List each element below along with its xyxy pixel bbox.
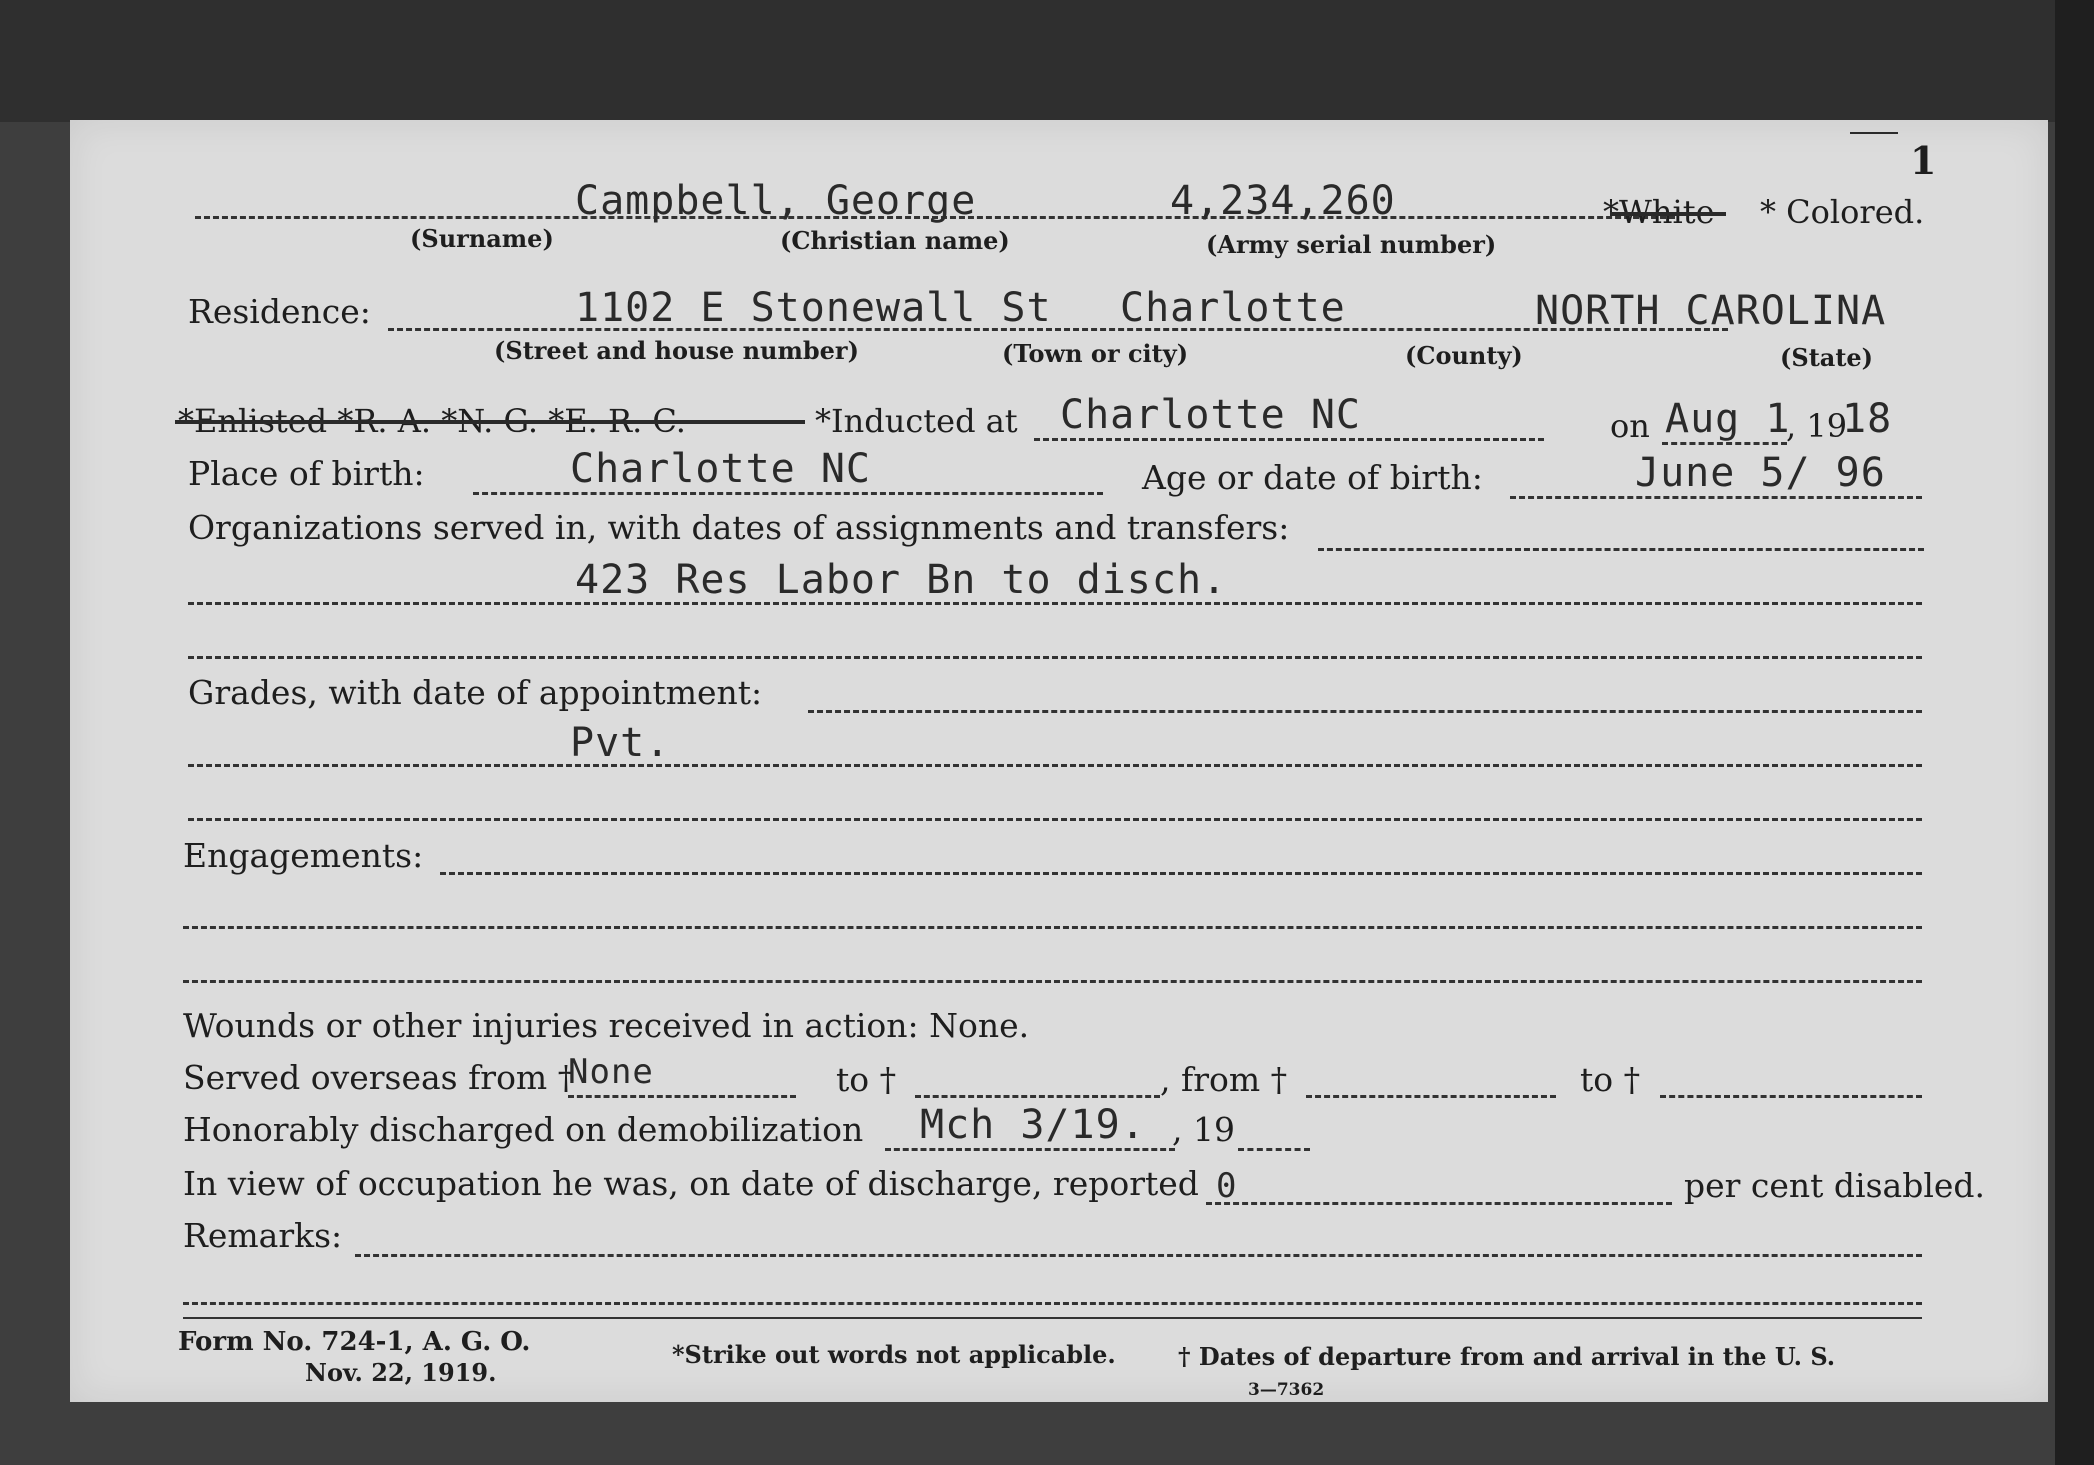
caption-county: (County) xyxy=(1405,341,1523,370)
residence-label: Residence: xyxy=(188,292,371,331)
overseas-to-line xyxy=(915,1095,1160,1098)
birth-date-value: June 5/ 96 xyxy=(1635,450,1886,496)
overseas-to-line-2 xyxy=(1660,1095,1922,1098)
engagements-line-3 xyxy=(183,980,1922,983)
overseas-from-line xyxy=(568,1095,796,1098)
print-code: 3—7362 xyxy=(1248,1380,1325,1400)
race-white-strikeout xyxy=(1610,212,1726,216)
form-date: Nov. 22, 1919. xyxy=(305,1358,497,1387)
organizations-value: 423 Res Labor Bn to disch. xyxy=(575,557,1228,603)
organizations-label: Organizations served in, with dates of assignments and transfers: xyxy=(188,508,1290,547)
race-colored: * Colored. xyxy=(1760,193,1925,231)
caption-army-serial: (Army serial number) xyxy=(1206,230,1497,259)
residence-town: Charlotte xyxy=(1120,285,1346,331)
overseas-label: Served overseas from † xyxy=(183,1058,575,1097)
card-number: 1 xyxy=(1910,138,1937,183)
overseas-from-label-2: , from † xyxy=(1160,1060,1288,1099)
engagements-label: Engagements: xyxy=(183,836,424,875)
service-record-card xyxy=(70,120,2048,1402)
inducted-date-line xyxy=(1662,442,1787,445)
caption-surname: (Surname) xyxy=(410,224,554,253)
inducted-at-value: Charlotte NC xyxy=(1060,392,1361,438)
disability-line xyxy=(1206,1202,1672,1205)
remarks-label: Remarks: xyxy=(183,1216,343,1255)
footnote-dates: † Dates of departure from and arrival in the U. S. xyxy=(1178,1342,1836,1371)
wounds-label: Wounds or other injuries received in action: None. xyxy=(183,1006,1030,1045)
scanner-background-right xyxy=(2055,0,2094,1465)
caption-christian-name: (Christian name) xyxy=(780,226,1010,255)
enlisted-options-strikeout xyxy=(175,420,805,424)
footnote-strike: *Strike out words not applicable. xyxy=(672,1340,1116,1369)
enlisted-options: *Enlisted *R. A. *N. G. *E. R. C. xyxy=(178,402,686,440)
inducted-at-line xyxy=(1034,438,1544,441)
birth-date-line xyxy=(1510,496,1922,499)
caption-town: (Town or city) xyxy=(1002,339,1189,368)
scanner-background-top xyxy=(0,0,2094,122)
remarks-line-1 xyxy=(355,1254,1922,1257)
overseas-from-value: None xyxy=(568,1052,654,1092)
serial-value: 4,234,260 xyxy=(1170,178,1396,224)
disability-suffix: per cent disabled. xyxy=(1684,1166,1986,1205)
birth-place-label: Place of birth: xyxy=(188,454,425,493)
residence-street: 1102 E Stonewall St xyxy=(575,285,1052,331)
organizations-line-3 xyxy=(188,656,1922,659)
residence-state: NORTH CAROLINA xyxy=(1535,288,1887,334)
race-white: *White xyxy=(1603,193,1715,231)
caption-street: (Street and house number) xyxy=(494,336,859,365)
organizations-line-1 xyxy=(1318,548,1924,551)
discharge-year-label: , 19 xyxy=(1172,1110,1235,1149)
engagements-line-1 xyxy=(440,872,1922,875)
number-rule xyxy=(1850,132,1898,134)
grades-line-2 xyxy=(188,764,1922,767)
remarks-line-2 xyxy=(183,1302,1922,1305)
inducted-year-value: 18 xyxy=(1842,396,1893,442)
overseas-to-label: to † xyxy=(836,1060,897,1099)
disability-label: In view of occupation he was, on date of discharge, reported xyxy=(183,1164,1199,1203)
birth-place-line xyxy=(473,492,1103,495)
name-value: Campbell, George xyxy=(575,178,977,224)
discharged-label: Honorably discharged on demobilization xyxy=(183,1110,864,1149)
grades-label: Grades, with date of appointment: xyxy=(188,673,763,712)
discharge-year-line xyxy=(1238,1148,1310,1151)
form-number: Form No. 724-1, A. G. O. xyxy=(178,1327,531,1357)
year-prefix: , 19 xyxy=(1786,407,1848,445)
grades-line-1 xyxy=(808,710,1922,713)
grades-line-3 xyxy=(188,818,1922,821)
on-label: on xyxy=(1610,407,1650,445)
discharge-date-line xyxy=(885,1148,1175,1151)
engagements-line-2 xyxy=(183,926,1922,929)
disability-value: 0 xyxy=(1216,1166,1238,1206)
overseas-from-line-2 xyxy=(1306,1095,1556,1098)
birth-place-value: Charlotte NC xyxy=(570,446,871,492)
discharge-date-value: Mch 3/19. xyxy=(920,1102,1146,1148)
grades-value: Pvt. xyxy=(570,720,671,766)
caption-state: (State) xyxy=(1780,343,1874,372)
inducted-date-value: Aug 1 xyxy=(1665,396,1791,442)
birth-date-label: Age or date of birth: xyxy=(1142,458,1483,497)
inducted-label: *Inducted at xyxy=(815,402,1018,440)
footer-rule xyxy=(183,1317,1922,1319)
overseas-to-label-2: to † xyxy=(1580,1060,1641,1099)
